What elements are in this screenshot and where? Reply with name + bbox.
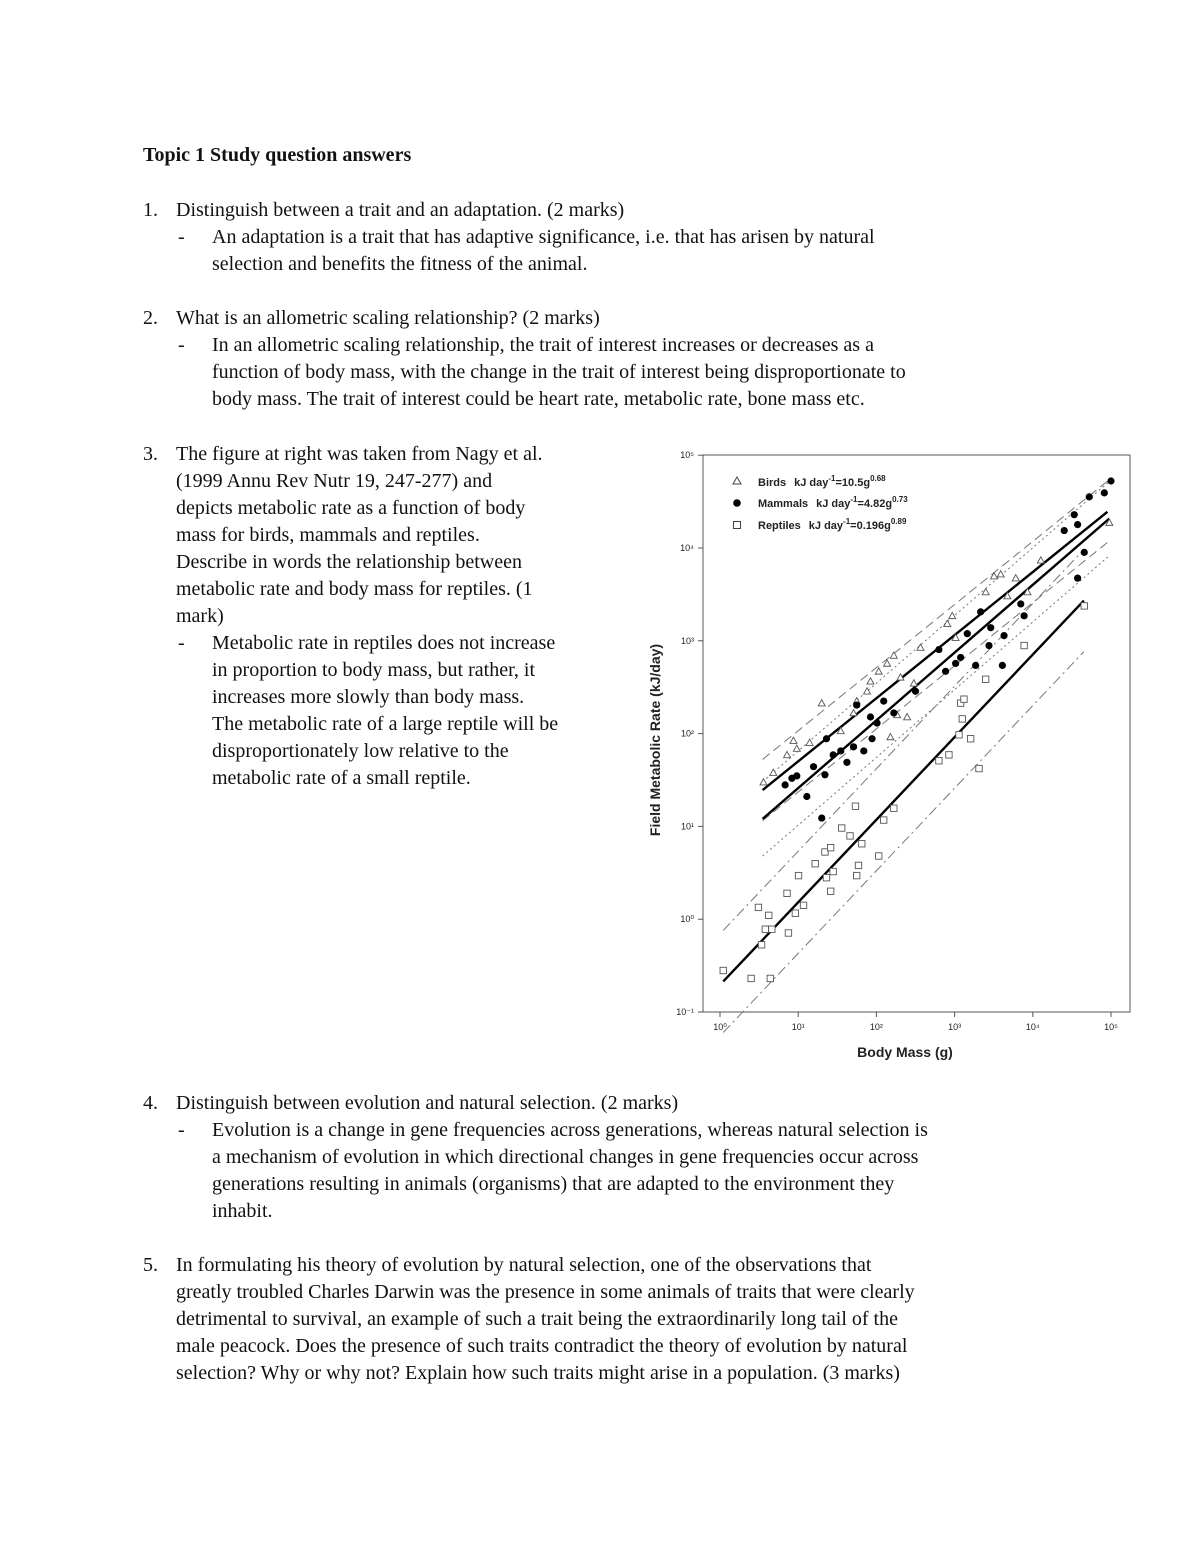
data-point-mammals [1107, 477, 1114, 484]
data-point-reptiles [748, 975, 754, 981]
data-point-mammals [999, 662, 1006, 669]
data-point-birds [760, 779, 767, 785]
data-point-birds [949, 612, 956, 618]
data-point-birds [806, 739, 813, 745]
data-point-mammals [782, 781, 789, 788]
data-point-mammals [1071, 511, 1078, 518]
question-number: 2. [143, 307, 158, 329]
data-point-reptiles [961, 696, 967, 702]
answer-text [212, 332, 906, 413]
line: a mechanism of evolution in which directional changes in gene frequencies occur across [212, 1146, 919, 1168]
answer-bullet: - [178, 334, 185, 356]
line: Evolution is a change in gene frequencies across generations, whereas natural selection is [212, 1119, 928, 1141]
x-tick-label: 10² [869, 1022, 883, 1032]
legend-marker-mammals [733, 499, 741, 507]
data-point-reptiles [827, 844, 833, 850]
y-tick-label: 10² [680, 728, 694, 739]
data-point-mammals [837, 747, 844, 754]
data-point-reptiles [847, 833, 853, 839]
data-point-mammals [823, 735, 830, 742]
legend-label-mammals: Mammals kJ $day^{-1}=4.82g^{0.73}$ [758, 495, 908, 510]
data-point-birds [770, 769, 777, 775]
data-point-reptiles [936, 758, 942, 764]
data-point-reptiles [769, 926, 775, 932]
data-point-mammals [810, 763, 817, 770]
data-point-mammals [985, 642, 992, 649]
data-point-reptiles [854, 872, 860, 878]
data-point-reptiles [800, 902, 806, 908]
prediction-band-reptiles [723, 652, 1084, 1033]
data-point-mammals [957, 654, 964, 661]
line: greatly troubled Charles Darwin was the presence in some animals of traits that were clearly [176, 1281, 915, 1303]
x-tick-label: 10⁵ [1104, 1022, 1118, 1032]
x-tick-label: 10³ [948, 1022, 962, 1032]
data-point-birds [875, 668, 882, 674]
line: metabolic rate and body mass for reptiles. (1 [176, 578, 533, 600]
data-point-mammals [873, 719, 880, 726]
answer-text [212, 224, 875, 278]
line: function of body mass, with the change in the trait of interest being disproportionate to [212, 361, 906, 383]
question-number: 5. [143, 1254, 158, 1276]
y-tick-label: 10⁰ [680, 914, 694, 925]
question-number: 1. [143, 199, 158, 221]
data-point-reptiles [982, 676, 988, 682]
data-point-reptiles [812, 861, 818, 867]
question-text [176, 1252, 915, 1387]
x-tick-label: 10¹ [791, 1022, 805, 1032]
data-point-reptiles [855, 862, 861, 868]
data-point-birds [990, 573, 997, 579]
data-point-reptiles [823, 875, 829, 881]
y-tick-label: 10³ [680, 635, 694, 646]
data-point-reptiles [755, 904, 761, 910]
data-point-reptiles [720, 967, 726, 973]
data-point-mammals [935, 646, 942, 653]
line: An adaptation is a trait that has adaptive significance, i.e. that has arisen by natural [212, 226, 875, 248]
data-point-reptiles [946, 752, 952, 758]
data-point-birds [850, 709, 857, 715]
data-point-mammals [868, 735, 875, 742]
data-point-reptiles [785, 930, 791, 936]
data-point-birds [793, 745, 800, 751]
x-tick-label: 10⁴ [1025, 1022, 1040, 1032]
page-title: Topic 1 Study question answers [143, 144, 412, 166]
line: increases more slowly than body mass. [212, 686, 525, 708]
line: In an allometric scaling relationship, the trait of interest increases or decreases as a [212, 334, 874, 356]
line: selection? Why or why not? Explain how such traits might arise in a population. (3 marks) [176, 1362, 900, 1384]
data-point-mammals [1000, 632, 1007, 639]
line: In formulating his theory of evolution by natural selection, one of the observations that [176, 1254, 872, 1276]
data-point-mammals [912, 688, 919, 695]
legend-label-birds: Birds kJ $day^{-1}=10.5g^{0.68}$ [758, 474, 886, 489]
data-point-birds [904, 713, 911, 719]
question-number: 3. [143, 443, 158, 465]
line: Metabolic rate in reptiles does not increase [212, 632, 556, 654]
data-point-mammals [977, 608, 984, 615]
data-point-reptiles [839, 825, 845, 831]
data-point-reptiles [827, 888, 833, 894]
data-point-birds [790, 737, 797, 743]
line: body mass. The trait of interest could be heart rate, metabolic rate, bone mass etc. [212, 388, 865, 410]
line: The figure at right was taken from Nagy et al. [176, 443, 543, 465]
fit-line-birds [763, 512, 1108, 790]
data-point-mammals [890, 709, 897, 716]
y-tick-label: 10¹ [680, 821, 694, 832]
question-text [176, 197, 624, 224]
legend-marker-reptiles [734, 522, 741, 529]
data-point-mammals [1074, 521, 1081, 528]
line: detrimental to survival, an example of such a trait being the extraordinarily long tail of the [176, 1308, 898, 1330]
data-point-reptiles [959, 716, 965, 722]
data-point-mammals [880, 697, 887, 704]
data-point-reptiles [795, 872, 801, 878]
answer-text [212, 630, 558, 792]
question-text [176, 305, 600, 332]
question-number: 4. [143, 1092, 158, 1114]
data-point-mammals [964, 630, 971, 637]
data-point-birds [1012, 575, 1019, 581]
data-point-birds [818, 700, 825, 706]
data-point-mammals [850, 743, 857, 750]
line: Distinguish between evolution and natural selection. (2 marks) [176, 1092, 679, 1114]
data-point-mammals [803, 793, 810, 800]
line: metabolic rate of a small reptile. [212, 767, 471, 789]
data-point-reptiles [766, 912, 772, 918]
data-point-mammals [853, 701, 860, 708]
line: The metabolic rate of a large reptile will be [212, 713, 559, 735]
data-point-reptiles [875, 853, 881, 859]
data-point-birds [997, 571, 1004, 577]
data-point-birds [784, 751, 791, 757]
answer-bullet: - [178, 1119, 185, 1141]
data-point-birds [890, 652, 897, 658]
fit-line-mammals [763, 519, 1110, 819]
answer-bullet: - [178, 632, 185, 654]
y-tick-label: 10⁵ [680, 450, 694, 461]
answer-bullet: - [178, 226, 185, 248]
data-point-mammals [860, 747, 867, 754]
data-point-birds [887, 733, 894, 739]
data-point-mammals [793, 772, 800, 779]
line: in proportion to body mass, but rather, it [212, 659, 536, 681]
data-point-reptiles [792, 910, 798, 916]
data-point-reptiles [881, 817, 887, 823]
data-point-mammals [1101, 489, 1108, 496]
data-point-reptiles [767, 975, 773, 981]
y-tick-label: 10⁴ [680, 543, 694, 553]
data-point-reptiles [967, 736, 973, 742]
question-text [176, 441, 543, 630]
data-point-mammals [1021, 612, 1028, 619]
line: Describe in words the relationship between [176, 551, 523, 573]
line: inhabit. [212, 1200, 273, 1222]
data-point-birds [982, 588, 989, 594]
data-point-reptiles [758, 942, 764, 948]
data-point-mammals [1017, 600, 1024, 607]
data-point-reptiles [852, 803, 858, 809]
data-point-mammals [942, 668, 949, 675]
line: What is an allometric scaling relationship? (2 marks) [176, 307, 600, 329]
data-point-mammals [830, 751, 837, 758]
line: depicts metabolic rate as a function of body [176, 497, 526, 519]
data-point-reptiles [1021, 642, 1027, 648]
data-point-mammals [952, 660, 959, 667]
data-point-birds [910, 680, 917, 686]
data-point-mammals [1081, 549, 1088, 556]
x-tick-label: 10⁰ [713, 1022, 727, 1032]
data-point-reptiles [956, 732, 962, 738]
x-axis-title: Body Mass (g) [857, 1044, 953, 1060]
data-point-mammals [987, 624, 994, 631]
legend-label-reptiles: Reptiles kJ $day^{-1}=0.196g^{0.89}$ [758, 517, 907, 532]
line: mark) [176, 605, 224, 627]
data-point-mammals [818, 814, 825, 821]
question-text [176, 1090, 678, 1117]
data-point-mammals [1061, 527, 1068, 534]
y-axis-title: Field Metabolic Rate (kJ/day) [647, 643, 663, 837]
line: generations resulting in animals (organisms) that are adapted to the environment they [212, 1173, 895, 1195]
metabolic-rate-chart [640, 440, 1140, 1060]
line: mass for birds, mammals and reptiles. [176, 524, 480, 546]
data-point-reptiles [1081, 603, 1087, 609]
data-point-reptiles [891, 805, 897, 811]
data-point-reptiles [859, 841, 865, 847]
data-point-mammals [843, 759, 850, 766]
data-point-mammals [1074, 575, 1081, 582]
line: disproportionately low relative to the [212, 740, 509, 762]
legend [733, 474, 908, 532]
data-point-mammals [1086, 493, 1093, 500]
data-point-reptiles [830, 868, 836, 874]
data-point-reptiles [762, 926, 768, 932]
data-point-mammals [821, 771, 828, 778]
line: selection and benefits the fitness of the animal. [212, 253, 588, 275]
data-point-mammals [972, 662, 979, 669]
line: male peacock. Does the presence of such traits contradict the theory of evolution by natural [176, 1335, 908, 1357]
legend-marker-birds [733, 477, 741, 484]
data-point-birds [867, 678, 874, 684]
data-point-reptiles [784, 890, 790, 896]
prediction-band-reptiles [723, 550, 1084, 931]
data-point-mammals [867, 713, 874, 720]
line: Distinguish between a trait and an adaptation. (2 marks) [176, 199, 625, 221]
y-tick-label: 10⁻¹ [676, 1007, 694, 1017]
line: (1999 Annu Rev Nutr 19, 247-277) and [176, 470, 493, 492]
data-point-reptiles [976, 765, 982, 771]
fit-line-reptiles [723, 601, 1084, 982]
answer-text [212, 1117, 928, 1225]
data-point-birds [1037, 557, 1044, 563]
